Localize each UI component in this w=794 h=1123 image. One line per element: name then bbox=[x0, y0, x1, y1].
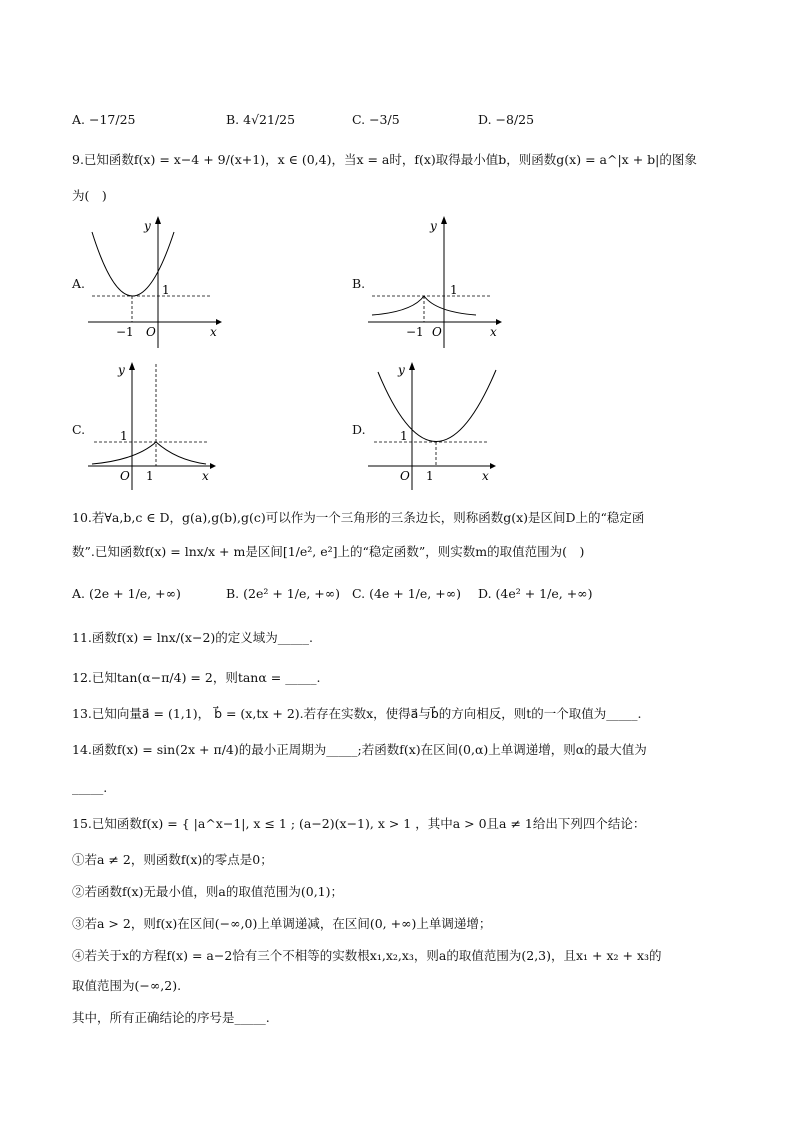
q12-stem: 12.已知tan(α−π/4) = 2，则tanα = _____. bbox=[72, 670, 321, 685]
graph-b-one: 1 bbox=[450, 283, 458, 297]
q15-statement-3: ③若a > 2，则f(x)在区间(−∞,0)上单调递减，在区间(0, +∞)上单调递增； bbox=[72, 916, 492, 931]
q10-stem-line2: 数”.已知函数f(x) = lnx/x + m是区间[1/e², e²]上的“稳定函数”，则实数m的取值范围为( ) bbox=[72, 544, 585, 559]
graph-c-one-y: 1 bbox=[120, 429, 128, 443]
graph-c-origin: O bbox=[120, 469, 130, 483]
q9-stem-line2: 为( ) bbox=[72, 188, 107, 203]
q10-option-d: D. (4e² + 1/e, +∞) bbox=[478, 586, 593, 601]
graph-b-x-label: x bbox=[490, 325, 497, 339]
graph-d-one-x: 1 bbox=[426, 469, 434, 483]
q8-option-b: B. 4√21/25 bbox=[226, 112, 296, 127]
graph-c-one-x: 1 bbox=[146, 469, 154, 483]
q8-option-c: C. −3/5 bbox=[352, 112, 400, 127]
graph-b-origin: O bbox=[432, 325, 442, 339]
graph-c-label: C. bbox=[72, 422, 86, 437]
graph-d-label: D. bbox=[352, 422, 366, 437]
q14-stem-line1: 14.函数f(x) = sin(2x + π/4)的最小正周期为_____;若函数f(x)在区间(0,α)上单调递增，则α的最大值为 bbox=[72, 742, 647, 757]
graph-a-y-label: y bbox=[144, 219, 151, 233]
q15-question: 其中，所有正确结论的序号是_____. bbox=[72, 1010, 270, 1025]
q10-option-c: C. (4e + 1/e, +∞) bbox=[352, 586, 461, 601]
q13-stem: 13.已知向量a⃗ = (1,1)， b⃗ = (x,tx + 2).若存在实数x，使得a⃗与b⃗的方向相反，则t的一个取值为_____. bbox=[72, 706, 642, 721]
q14-stem-line2: _____. bbox=[72, 780, 108, 795]
q15-statement-2: ②若函数f(x)无最小值，则a的取值范围为(0,1)； bbox=[72, 884, 344, 899]
graph-d-one-y: 1 bbox=[400, 429, 408, 443]
q15-stem: 15.已知函数f(x) = { |a^x−1|, x ≤ 1 ; (a−2)(x−1), x > 1 ，其中a > 0且a ≠ 1给出下列四个结论： bbox=[72, 816, 646, 831]
graph-a-neg-one: −1 bbox=[116, 325, 134, 339]
q15-statement-4-line1: ④若关于x的方程f(x) = a−2恰有三个不相等的实数根x₁,x₂,x₃，则a的取值范围为(2,3)，且x₁ + x₂ + x₃的 bbox=[72, 948, 662, 963]
graph-a-x-label: x bbox=[210, 325, 217, 339]
graph-c-x-label: x bbox=[202, 469, 209, 483]
graph-d-y-label: y bbox=[398, 363, 405, 377]
q10-option-b: B. (2e² + 1/e, +∞) bbox=[226, 586, 341, 601]
graph-b bbox=[366, 214, 502, 348]
q11-stem: 11.函数f(x) = lnx/(x−2)的定义域为_____. bbox=[72, 630, 313, 645]
graph-d-origin: O bbox=[400, 469, 410, 483]
graph-a-origin: O bbox=[146, 325, 156, 339]
graph-b-neg-one: −1 bbox=[406, 325, 424, 339]
q10-option-a: A. (2e + 1/e, +∞) bbox=[72, 586, 181, 601]
graph-b-y-label: y bbox=[430, 219, 437, 233]
q9-stem-line1: 9.已知函数f(x) = x−4 + 9/(x+1)，x ∈ (0,4)，当x = a时，f(x)取得最小值b，则函数g(x) = a^|x + b|的图象 bbox=[72, 152, 697, 167]
graph-c-y-label: y bbox=[118, 363, 125, 377]
graph-a bbox=[86, 214, 222, 348]
graph-a-one: 1 bbox=[162, 283, 170, 297]
q15-statement-1: ①若a ≠ 2，则函数f(x)的零点是0； bbox=[72, 852, 273, 867]
graph-d bbox=[366, 360, 502, 490]
q15-statement-4-line2: 取值范围为(−∞,2). bbox=[72, 978, 182, 993]
q8-option-d: D. −8/25 bbox=[478, 112, 535, 127]
graph-d-x-label: x bbox=[482, 469, 489, 483]
graph-c bbox=[86, 360, 222, 490]
graph-a-label: A. bbox=[72, 276, 86, 291]
graph-b-label: B. bbox=[352, 276, 366, 291]
q10-stem-line1: 10.若∀a,b,c ∈ D，g(a),g(b),g(c)可以作为一个三角形的三条边长，则称函数g(x)是区间D上的“稳定函 bbox=[72, 510, 645, 525]
q8-option-a: A. −17/25 bbox=[72, 112, 136, 127]
